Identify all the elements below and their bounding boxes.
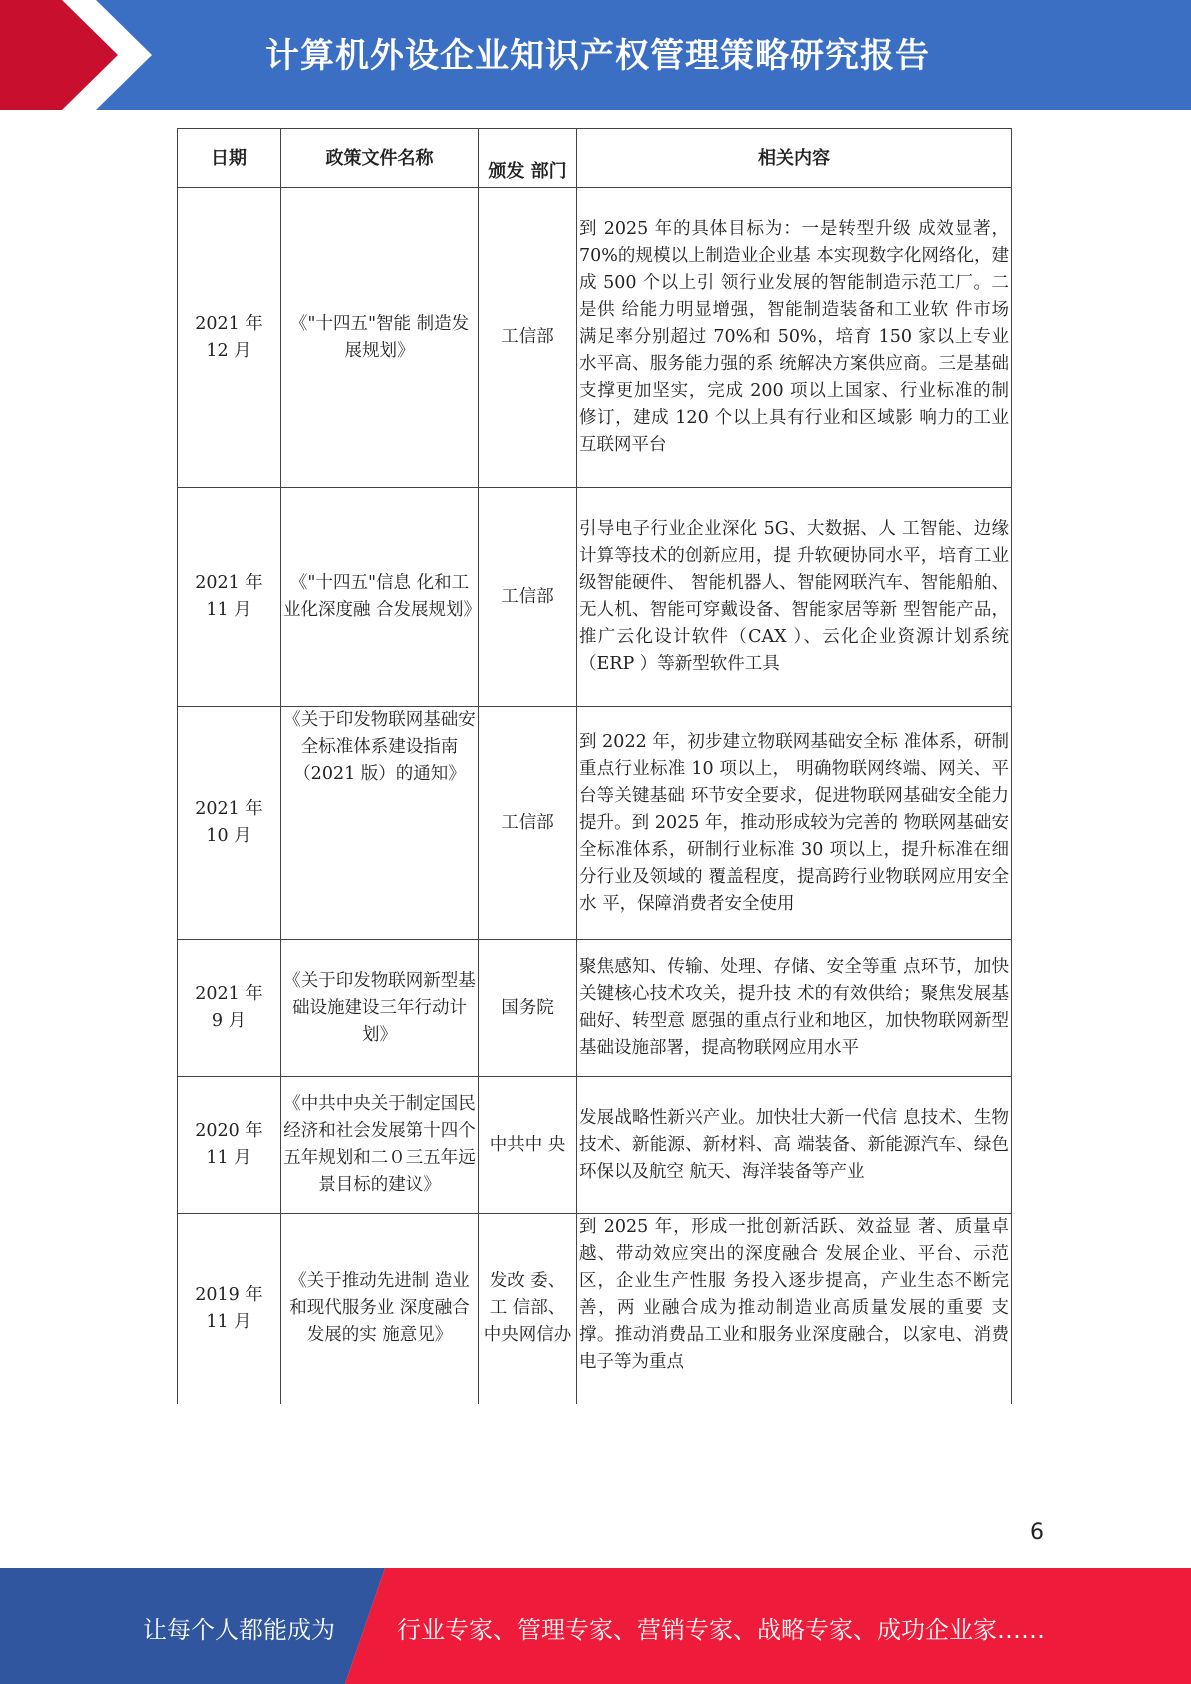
date-month: 10 月 xyxy=(206,826,252,846)
table-row xyxy=(178,1077,1012,1214)
date-cell xyxy=(178,488,281,707)
policy-name-cell: 《关于印发物联网基础安全标准体系建设指南（2021 版）的通知》 xyxy=(281,707,479,940)
date-month: 9 月 xyxy=(211,1011,247,1031)
header-department: 颁发 部门 xyxy=(479,129,577,188)
department-cell: 工信部 xyxy=(479,488,577,707)
date-cell xyxy=(178,707,281,940)
date-month: 12 月 xyxy=(206,340,252,361)
content-cell: 到 2025 年，形成一批创新活跃、效益显 著、质量卓越、带动效应突出的深度融合 发展企业、平台、示范区，企业生产性服 务投入逐步提高，产业生态不断完善，两 业融合成为推动制造业高质量发展的重要 支撑。推动消费品工业和服务业深度融合，以家电、消费电子等为重点 xyxy=(577,1214,1012,1404)
content-cell: 到 2025 年的具体目标为：一是转型升级 成效显著，70%的规模以上制造业企业基 本实现数字化网络化，建成 500 个以上引 领行业发展的智能制造示范工厂。二是供 给能力明显增强，智能制造装备和工业软 件市场满足率分别超过 70%和 50%，培育 150 家以上专业水平高、服务能力强的系 统解决方案供应商。三是基础支撑更加坚实，完成 200 项以上国家、行业标准的制 修订，建成 120 个以上具有行业和区域影 响力的工业互联网平台 xyxy=(577,188,1012,488)
policy-table xyxy=(177,128,1012,1404)
date-year: 2021 年 xyxy=(195,799,263,819)
date-month: 11 月 xyxy=(206,1311,252,1332)
policy-name-cell: 《关于推动先进制 造业和现代服务业 深度融合发展的实 施意见》 xyxy=(281,1214,479,1404)
header-chevron-decoration xyxy=(0,0,160,110)
page-number: 6 xyxy=(1030,1520,1044,1545)
policy-name-cell: 《"十四五"信息 化和工业化深度融 合发展规划》 xyxy=(281,488,479,707)
table-row xyxy=(178,188,1012,488)
footer-slogan-right: 行业专家、管理专家、营销专家、战略专家、成功企业家…… xyxy=(397,1616,1045,1644)
date-year: 2021 年 xyxy=(195,984,263,1004)
date-cell xyxy=(178,940,281,1077)
date-cell xyxy=(178,1214,281,1404)
table-header-row xyxy=(178,129,1012,188)
department-cell: 中共中 央 xyxy=(479,1077,577,1214)
page-footer xyxy=(0,1568,1191,1684)
table-row xyxy=(178,707,1012,940)
policy-name-cell: 《中共中央关于制定国民经济和社会发展第十四个五年规划和二０三五年远景目标的建议》 xyxy=(281,1077,479,1214)
content-cell: 引导电子行业企业深化 5G、大数据、人 工智能、边缘计算等技术的创新应用，提 升软硬协同水平，培育工业级智能硬件、 智能机器人、智能网联汽车、智能船舶、 无人机、智能可穿戴设备、智能家居等新 型智能产品，推广云化设计软件（CAX ）、云化企业资源计划系统 （ERP ）等新型软件工具 xyxy=(577,488,1012,707)
date-cell xyxy=(178,188,281,488)
department-cell: 工信部 xyxy=(479,707,577,940)
date-month: 11 月 xyxy=(206,1148,252,1168)
header-date: 日期 xyxy=(178,129,281,188)
date-year: 2019 年 xyxy=(195,1284,263,1305)
table-row xyxy=(178,488,1012,707)
header-content: 相关内容 xyxy=(577,129,1012,188)
footer-slogan-left: 让每个人都能成为 xyxy=(143,1616,335,1644)
content-cell: 发展战略性新兴产业。加快壮大新一代信 息技术、生物技术、新能源、新材料、高 端装备、新能源汽车、绿色环保以及航空 航天、海洋装备等产业 xyxy=(577,1077,1012,1214)
policy-name-cell: 《关于印发物联网新型基础设施建设三年行动计划》 xyxy=(281,940,479,1077)
table-row xyxy=(178,1214,1012,1404)
date-year: 2021 年 xyxy=(195,573,263,593)
department-cell: 国务院 xyxy=(479,940,577,1077)
date-cell xyxy=(178,1077,281,1214)
department-cell: 发改 委、工 信部、中央网信办 xyxy=(479,1214,577,1404)
date-year: 2021 年 xyxy=(195,313,263,334)
content-cell: 聚焦感知、传输、处理、存储、安全等重 点环节，加快关键核心技术攻关，提升技 术的有效供给；聚焦发展基础好、转型意 愿强的重点行业和地区，加快物联网新型 基础设施部署，提高物联网应用水平 xyxy=(577,940,1012,1077)
content-cell: 到 2022 年，初步建立物联网基础安全标 准体系，研制重点行业标准 10 项以上， 明确物联网终端、网关、平台等关键基础 环节安全要求，促进物联网基础安全能力提升。到 2025 年，推动形成较为完善的 物联网基础安全标准体系，研制行业标准 30 项以上，提升标准在细分行业及领域的 覆盖程度，提高跨行业物联网应用安全水 平，保障消费者安全使用 xyxy=(577,707,1012,940)
table-row xyxy=(178,940,1012,1077)
policy-name-cell: 《"十四五"智能 制造发展规划》 xyxy=(281,188,479,488)
header-policy-name: 政策文件名称 xyxy=(281,129,479,188)
department-cell: 工信部 xyxy=(479,188,577,488)
report-title: 计算机外设企业知识产权管理策略研究报告 xyxy=(265,36,930,76)
date-month: 11 月 xyxy=(206,600,252,620)
page-header xyxy=(0,0,1191,110)
date-year: 2020 年 xyxy=(195,1121,263,1141)
